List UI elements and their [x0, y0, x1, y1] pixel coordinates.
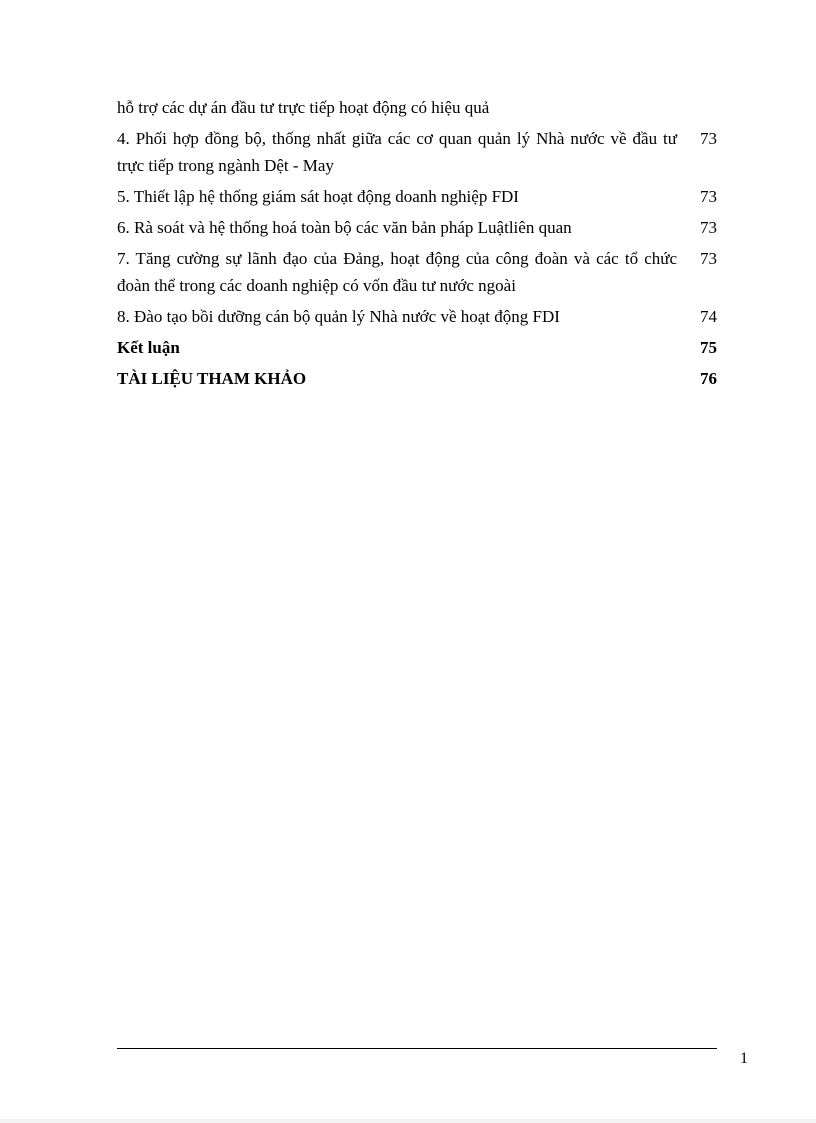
- toc-entry-text: 6. Rà soát và hệ thống hoá toàn bộ các văn bản pháp Luậtliên quan: [117, 218, 572, 237]
- toc-entry-page-number: 73: [700, 218, 717, 237]
- toc-entry-continuation: [117, 94, 717, 121]
- toc-entry-references: [117, 365, 717, 392]
- toc-entry-page-number: 76: [700, 369, 717, 388]
- toc-entry-6: [117, 214, 717, 241]
- toc-entry-page-number: 73: [700, 187, 717, 206]
- toc-entry-conclusion: [117, 334, 717, 361]
- toc-entry-text: TÀI LIỆU THAM KHẢO: [117, 369, 307, 388]
- toc-entry-text: 7. Tăng cường sự lãnh đạo của Đảng, hoạt động của công đoàn và các tổ chức đoàn thể trong các doanh nghiệp có vốn đầu tư nước ngoài: [117, 249, 677, 295]
- toc-entry-5: [117, 183, 717, 210]
- toc-entry-text: 4. Phối hợp đồng bộ, thống nhất giữa các cơ quan quản lý Nhà nước về đầu tư trực tiếp trong ngành Dệt - May: [117, 129, 677, 175]
- page-number: 1: [740, 1050, 748, 1067]
- table-of-contents: [117, 94, 717, 396]
- toc-entry-8: [117, 303, 717, 330]
- toc-entry-text: hỗ trợ các dự án đầu tư trực tiếp hoạt động có hiệu quả: [117, 98, 490, 117]
- toc-entry-4: [117, 125, 717, 179]
- toc-entry-text: 8. Đào tạo bồi dưỡng cán bộ quản lý Nhà nước về hoạt động FDI: [117, 307, 560, 326]
- page-bottom-edge: [0, 1119, 816, 1123]
- toc-entry-page-number: 73: [700, 129, 717, 148]
- footer-divider: [117, 1048, 717, 1049]
- toc-entry-page-number: 73: [700, 249, 717, 268]
- toc-entry-text: Kết luận: [117, 338, 180, 357]
- toc-entry-text: 5. Thiết lập hệ thống giám sát hoạt động doanh nghiệp FDI: [117, 187, 519, 206]
- toc-entry-page-number: 75: [700, 338, 717, 357]
- toc-entry-page-number: 74: [700, 307, 717, 326]
- toc-entry-7: [117, 245, 717, 299]
